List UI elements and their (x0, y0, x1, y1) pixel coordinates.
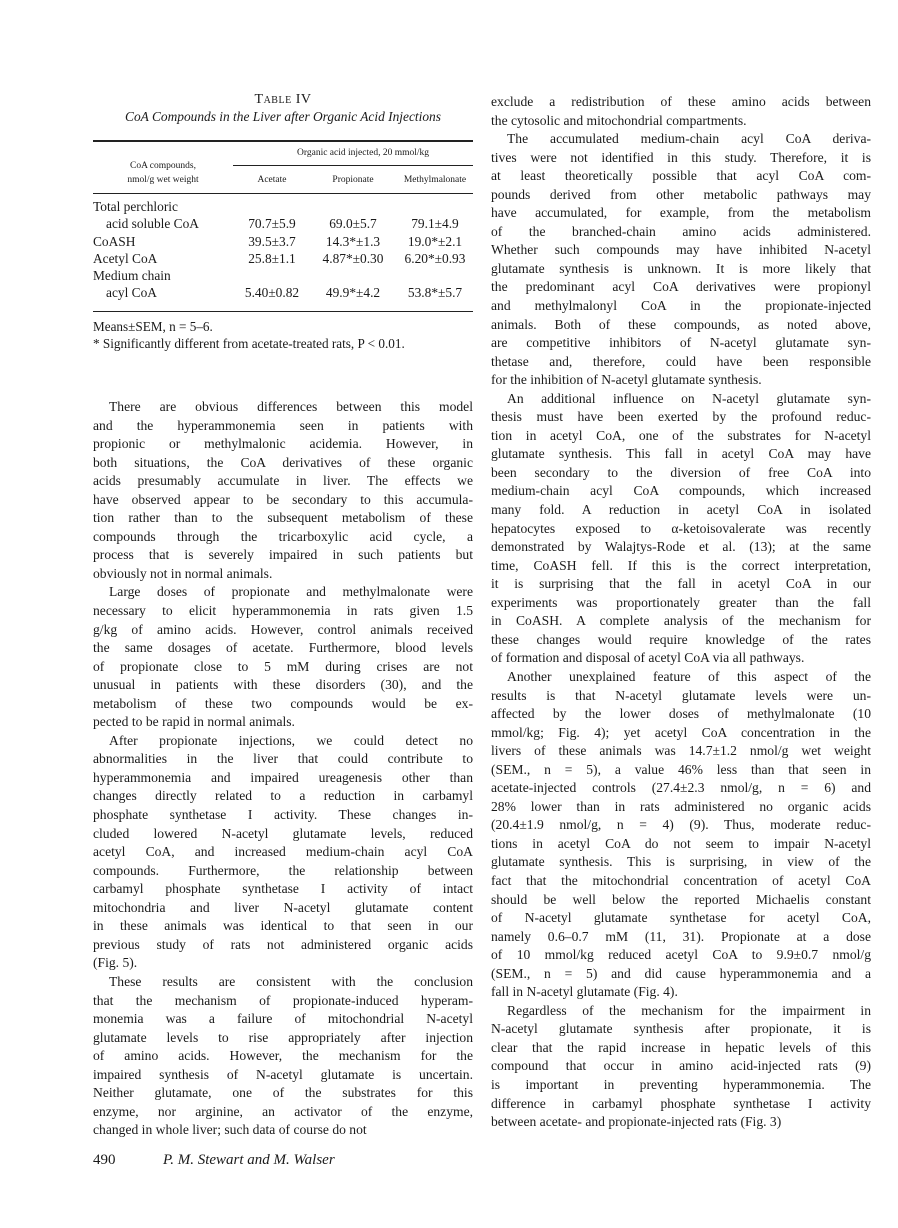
text-line: of the branched-chain amino acids administered. (491, 223, 871, 239)
text-line: the same dosages of acetate. Furthermore, blood levels (93, 640, 473, 656)
text-line: time, CoASH fell. If this is the correct interpretation, (491, 557, 871, 573)
table-footnote-means: Means±SEM, n = 5–6. (93, 319, 213, 334)
table-cell: 5.40±0.82 (244, 285, 300, 300)
stub-header-2: nmol/g wet weight (127, 175, 199, 185)
text-line: enzyme, nor arginine, an activator of the enzyme, (93, 1103, 473, 1119)
text-line: should be well below the reported Michaelis constant (491, 891, 871, 907)
row-label: acid soluble CoA (106, 216, 199, 231)
text-line: namely 0.6–0.7 mM (11, 31). Propionate at a dose (491, 928, 871, 944)
text-line: tives were not identified in this study. Therefore, it is (491, 149, 871, 165)
text-line: necessary to elicit hyperammonemia in rats given 1.5 (93, 603, 473, 619)
stub-header-1: CoA compounds, (130, 161, 196, 171)
text-line: the predominant acyl CoA derivatives were propionyl (491, 279, 871, 295)
paragraph (93, 583, 473, 731)
text-line: Neither glutamate, one of the substrates for this (93, 1085, 473, 1101)
text-line: fall in N-acetyl glutamate (Fig. 4). (491, 984, 678, 1000)
text-line: glutamate levels to rise appropriately after injection (93, 1029, 473, 1045)
text-line: compounds through the tricarboxylic acid cycle, a (93, 528, 473, 544)
text-line: cluded lowered N-acetyl glutamate levels, reduced (93, 825, 473, 841)
text-line: (Fig. 5). (93, 955, 138, 971)
page-footer (93, 1152, 335, 1169)
text-line: unusual in patients with these disorders (30), and the (93, 677, 473, 693)
text-line: for the inhibition of N-acetyl glutamate synthesis. (491, 372, 762, 388)
text-line: thetase and, therefore, could have been responsible (491, 353, 871, 369)
text-line: tions in acetyl CoA do not seem to impair N-acetyl (491, 835, 871, 851)
text-line: experiments was proportionately greater than the fall (491, 594, 871, 610)
text-line: An additional influence on N-acetyl glutamate syn- (507, 390, 871, 406)
paragraph (491, 130, 871, 390)
text-line: changes directly related to a reduction in carbamyl (93, 788, 473, 804)
text-line: clear that the rapid increase in hepatic levels of this (491, 1039, 871, 1055)
table-cell: 49.9*±4.2 (325, 285, 381, 300)
text-line: fact that the mitochondrial concentration of acetyl CoA (491, 872, 871, 888)
row-label: Acetyl CoA (93, 251, 158, 266)
table-cell: 69.0±5.7 (329, 216, 377, 231)
paragraph (93, 973, 473, 1140)
text-line: metabolism of these two compounds would be ex- (93, 695, 473, 711)
text-line: pounds derived from other metabolic pathways may (491, 186, 871, 202)
table-footnote-significance: * Significantly different from acetate-treated rats, P < 0.01. (93, 336, 405, 351)
header-rule (93, 193, 473, 194)
table-cell: 39.5±3.7 (248, 234, 296, 249)
text-line: it is surprising that the fall in acetyl CoA in our (491, 576, 871, 592)
text-line: affected by the lower doses of methylmalonate (10 (491, 706, 871, 722)
paragraph (491, 1002, 871, 1132)
paragraph (93, 732, 473, 973)
column-header-acetate: Acetate (257, 175, 287, 185)
column-header-methylmalonate: Methylmalonate (403, 175, 467, 185)
text-line: acetyl CoA, and increased medium-chain acyl CoA (93, 844, 473, 860)
text-line: many fold. A reduction in acetyl CoA in isolated (491, 502, 871, 518)
table-cell: 19.0*±2.1 (407, 234, 463, 249)
text-line: in CoASH. A complete analysis of the mechanism for (491, 613, 871, 629)
text-line: difference in carbamyl phosphate synthetase I activity (491, 1095, 871, 1111)
text-line: tion rather than to the subsequent metabolism of these (93, 510, 473, 526)
text-line: is important in preventing hyperammonemia. The (491, 1076, 871, 1092)
row-label: acyl CoA (106, 285, 157, 300)
text-line: glutamate synthesis is unknown. It is more likely that (491, 260, 871, 276)
text-line: There are obvious differences between this model (109, 399, 473, 414)
text-line: medium-chain acyl CoA compounds, which increased (491, 483, 871, 499)
text-line: glutamate synthesis. This fall in acetyl CoA may have (491, 446, 871, 462)
text-line: of amino acids. However, the mechanism for the (93, 1048, 473, 1064)
text-line: monemia was a failure of mitochondrial N-acetyl (93, 1011, 473, 1027)
text-line: and methylmalonyl CoA in the propionate-injected (491, 298, 871, 314)
column-header-propionate: Propionate (332, 175, 374, 185)
text-line: carbamyl phosphate synthetase I activity of intact (93, 881, 473, 897)
table-title: Table IV (254, 92, 312, 107)
text-line: between acetate- and propionate-injected rats (Fig. 3) (491, 1114, 782, 1130)
text-line: acids presumably accumulate in liver. The effects we (93, 473, 473, 489)
page-number: 490 (93, 1152, 116, 1168)
text-line: Whether such compounds may have inhibited N-acetyl (491, 242, 871, 258)
text-line: and the hyperammonemia seen in patients with (93, 417, 473, 433)
paragraph (491, 390, 871, 668)
text-line: acetate-injected controls (27.4±2.3 nmol/g, n = 6) and (491, 780, 871, 796)
right-column (491, 93, 871, 1132)
table-iv (93, 92, 473, 351)
text-line: Regardless of the mechanism for the impairment in (507, 1002, 871, 1018)
table-bottom-rule (93, 311, 473, 312)
text-line: have accumulated, for example, from the metabolism (491, 205, 871, 221)
text-line: process that is severely impaired in such patients but (93, 547, 473, 563)
table-cell: 4.87*±0.30 (322, 251, 384, 266)
row-label: Medium chain (93, 268, 171, 283)
text-line: Another unexplained feature of this aspect of the (507, 668, 871, 684)
table-cell: 79.1±4.9 (411, 216, 459, 231)
text-line: exclude a redistribution of these amino acids between (491, 94, 871, 109)
text-line: glutamate synthesis. This is surprising, in view of the (491, 854, 871, 870)
left-column (93, 398, 473, 1140)
text-line: have observed appear to be secondary to this accumula- (93, 491, 473, 507)
text-line: obviously not in normal animals. (93, 565, 273, 581)
text-line: phosphate synthetase I activity. These changes in- (93, 807, 473, 823)
text-line: After propionate injections, we could detect no (109, 732, 473, 748)
text-line: abnormalities in the liver that could contribute to (93, 751, 473, 767)
text-line: (SEM., n = 5), a value 46% less than that seen in (491, 761, 871, 777)
text-line: propionic or methylmalonic acidemia. However, in (93, 436, 473, 452)
text-line: N-acetyl glutamate synthesis after propionate, it is (491, 1021, 871, 1037)
text-line: of propionate close to 5 mM during crises are not (93, 658, 473, 674)
text-line: pected to be rapid in normal animals. (93, 714, 295, 730)
running-authors: P. M. Stewart and M. Walser (163, 1152, 335, 1168)
text-line: previous study of rats not administered organic acids (93, 936, 473, 952)
text-line: of 10 mmol/kg reduced acetyl CoA to 9.9±0.7 nmol/g (491, 947, 871, 963)
row-label: Total perchloric (93, 199, 178, 214)
text-line: mmol/kg; Fig. 4); yet acetyl CoA concentration in the (491, 724, 871, 740)
paragraph (93, 398, 473, 583)
spanner-rule (233, 165, 473, 166)
text-line: in these animals was identical to that seen in our (93, 918, 473, 934)
paragraph (491, 668, 871, 1002)
table-caption: CoA Compounds in the Liver after Organic Acid Injections (125, 109, 441, 124)
table-cell: 14.3*±1.3 (325, 234, 381, 249)
text-line: results is that N-acetyl glutamate levels were un- (491, 687, 871, 703)
text-line: g/kg of amino acids. However, control animals received (93, 621, 473, 637)
text-line: These results are consistent with the conclusion (109, 973, 473, 989)
table-top-rule (93, 140, 473, 142)
spanner-header: Organic acid injected, 20 mmol/kg (297, 148, 429, 158)
text-line: been secondary to the diversion of free CoA into (491, 464, 871, 480)
text-line: both situations, the CoA derivatives of these organic (93, 454, 473, 470)
text-line: impaired synthesis of N-acetyl glutamate is uncertain. (93, 1066, 473, 1082)
table-cell: 53.8*±5.7 (407, 285, 463, 300)
text-line: compound that occur in amino acid-injected rats (9) (491, 1058, 871, 1074)
text-line: these changes would require knowledge of the rates (491, 631, 871, 647)
text-line: of N-acetyl glutamate synthetase for acetyl CoA, (491, 910, 871, 926)
text-line: hepatocytes exposed to α-ketoisovalerate was recently (491, 520, 871, 536)
text-line: animals. Both of these compounds, as noted above, (491, 316, 871, 332)
text-line: mitochondria and liver N-acetyl glutamate content (93, 899, 473, 915)
text-line: the cytosolic and mitochondrial compartments. (491, 112, 747, 128)
text-line: 28% lower than in rats administered no organic acids (491, 798, 871, 814)
paragraph (491, 93, 871, 130)
text-line: The accumulated medium-chain acyl CoA deriva- (507, 131, 871, 147)
table-cell: 25.8±1.1 (248, 251, 296, 266)
text-line: livers of these animals was 14.7±1.2 nmol/g wet weight (491, 743, 871, 759)
text-line: Large doses of propionate and methylmalonate were (109, 584, 473, 600)
text-line: demonstrated by Walajtys-Rode et al. (13); at the same (491, 539, 871, 555)
text-line: are competitive inhibitors of N-acetyl glutamate syn- (491, 335, 871, 351)
text-line: at least theoretically possible that acyl CoA com- (491, 168, 871, 184)
text-line: (20.4±1.9 nmol/g, n = 4) (9). Thus, moderate reduc- (491, 817, 871, 833)
text-line: thesis must have been exerted by the profound reduc- (491, 409, 871, 425)
table-cell: 70.7±5.9 (248, 216, 296, 231)
row-label: CoASH (93, 234, 136, 249)
text-line: hyperammonemia and impaired ureagenesis other than (93, 769, 473, 785)
text-line: compounds. Furthermore, the relationship between (93, 862, 473, 878)
table-cell: 6.20*±0.93 (404, 251, 466, 266)
text-line: changed in whole liver; such data of course do not (93, 1122, 367, 1138)
text-line: tion in acetyl CoA, one of the substrates for N-acetyl (491, 427, 871, 443)
text-line: (SEM., n = 5) and did cause hyperammonemia and a (491, 965, 871, 981)
text-line: that the mechanism of propionate-induced hyperam- (93, 992, 473, 1008)
text-line: of formation and disposal of acetyl CoA via all pathways. (491, 650, 805, 666)
